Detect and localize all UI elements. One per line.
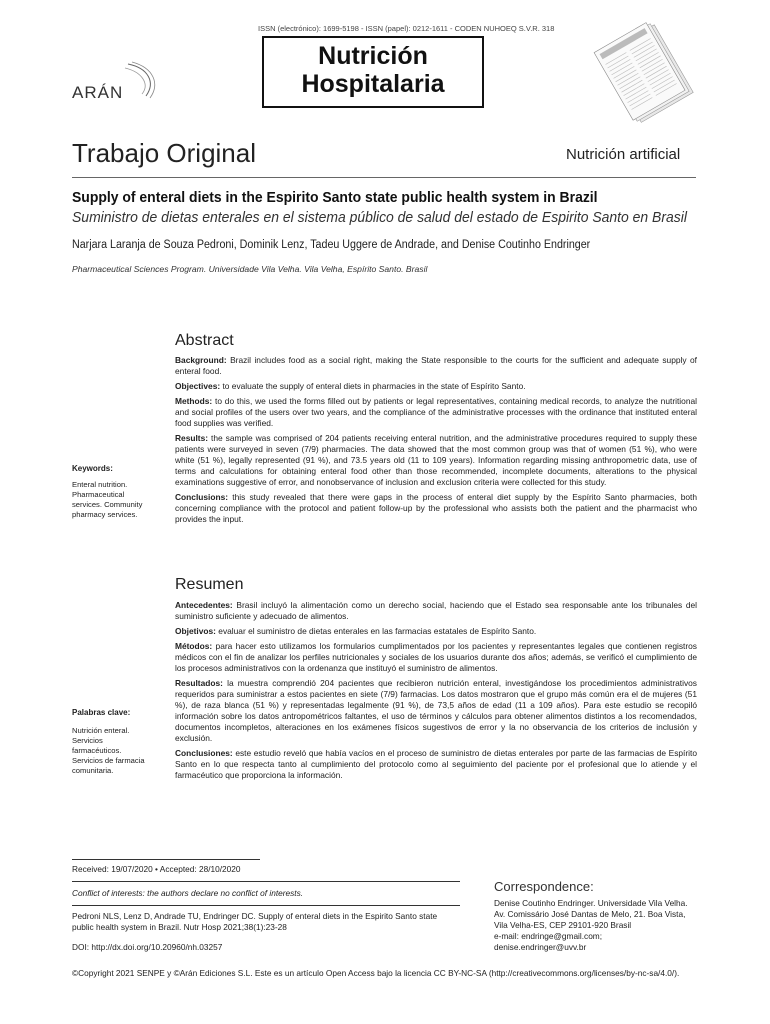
citation: Pedroni NLS, Lenz D, Andrade TU, Endringer DC. Supply of enteral diets in the Espirito Santo state public health system in Brazil. Nutr Hosp 2021;38(1):23-28 bbox=[72, 911, 438, 932]
resumen-resultados: Resultados: la muestra comprendió 204 pacientes que recibieron nutrición enteral, investigándose los procedimientos administrativos requeridos para suministrar a estos pacientes en siete (7/9) farmacias. Los datos mostraron que el grupo más común era el de mujeres (51 %), de raza blanca (51 %) y representadas legalmente (91 %), de 73,5 años de edad (11 a 109 años). Para este estudio se recopiló información sobre los datos antropométricos faltantes, el uso de términos y cálculos para obtener alimentos distintos a los recomendados, documentos incompletos, alteraciones en los exámenes físicos sugestivos de error y la no observancia de los criterios de inclusión y exclusión. bbox=[175, 678, 697, 743]
abstract-objectives: Objectives: to evaluate the supply of enteral diets in pharmacies in the state of Espírito Santo. bbox=[175, 381, 526, 391]
correspondence-email[interactable]: e-mail: endringe@gmail.com; denise.endringer@uvv.br bbox=[494, 931, 603, 952]
abstract-conclusions: Conclusions: this study revealed that there were gaps in the process of enteral diet supply by the Espírito Santo pharmacies, both concerning compliance with the protocol and patient follow-up by the professional who assists both the patient and the pharmacist who provides the input. bbox=[175, 492, 697, 524]
journal-title-line1: Nutrición bbox=[318, 42, 428, 70]
resumen-objetivos: Objetivos: evaluar el suministro de dietas enterales en las farmacias estatales de Espírito Santo. bbox=[175, 626, 537, 636]
issn-line: ISSN (electrónico): 1699-5198 - ISSN (papel): 0212-1611 - CODEN NUHOEQ S.V.R. 318 bbox=[258, 24, 555, 33]
received-accepted-dates: Received: 19/07/2020 • Accepted: 28/10/2020 bbox=[72, 864, 241, 874]
correspondence-heading: Correspondence: bbox=[494, 879, 594, 894]
section-area: Nutrición artificial bbox=[566, 146, 681, 163]
correspondence-details bbox=[494, 898, 694, 953]
keywords-heading: Keywords: bbox=[72, 464, 113, 473]
abstract-body bbox=[175, 355, 697, 529]
article-title-en: Supply of enteral diets in the Espirito Santo state public health system in Brazil bbox=[72, 189, 598, 206]
journal-title bbox=[262, 42, 484, 98]
author-list: Narjara Laranja de Souza Pedroni, Dominik Lenz, Tadeu Uggere de Andrade, and Denise Coutinho Endringer bbox=[72, 239, 591, 251]
abstract-heading: Abstract bbox=[175, 332, 234, 349]
publisher-logo bbox=[70, 60, 160, 110]
footer-divider-2 bbox=[72, 881, 460, 882]
journal-title-line2: Hospitalaria bbox=[301, 70, 445, 98]
keywords-list: Enteral nutrition. Pharmaceutical services. Community pharmacy services. bbox=[72, 480, 143, 519]
header-divider bbox=[72, 177, 696, 178]
journal-cover-thumbnail bbox=[588, 10, 708, 130]
footer-divider-3 bbox=[72, 905, 460, 906]
footer-divider-1 bbox=[72, 859, 260, 860]
doi-link[interactable]: DOI: http://dx.doi.org/10.20960/nh.03257 bbox=[72, 942, 223, 952]
affiliation: Pharmaceutical Sciences Program. Universidade Vila Velha. Vila Velha, Espírito Santo. Brasil bbox=[72, 264, 428, 274]
conflict-of-interests: Conflict of interests: the authors declare no conflict of interests. bbox=[72, 888, 304, 898]
resumen-metodos: Métodos: para hacer esto utilizamos los formularios cumplimentados por los pacientes y representantes legales que contienen registros médicos con el fin de analizar los perfiles nutricionales y sociales de los usuarios durante dos años; además, se verificó el cumplimiento de los procesos administrativos con la ordenanza que instituyó el suministro de alimentos. bbox=[175, 641, 697, 673]
resumen-heading: Resumen bbox=[175, 576, 244, 593]
abstract-results: Results: the sample was comprised of 204 patients receiving enteral nutrition, and the administrative procedures required to supply these patients were surveyed in seven (7/9) pharmacies. The data showed that the most common group was that of women (51 %), who were white (51 %), legally represented (91 %), and 73.5 years old (11 to 109 years). Information regarding missing anthropometric data, use of terms and calculations for obtaining enteral food other than those recommended, incomplete documents, alterations to the physical examinations suggestive of error, and nonobservance of inclusion and exclusion criteria were collected for this study. bbox=[175, 433, 697, 487]
abstract-methods: Methods: to do this, we used the forms filled out by patients or legal representatives, containing medical records, to analyze the nutritional and social profiles of the users over two years, and the compliance of the administrative processes with the ordinance that instituted enteral food supplies was verified. bbox=[175, 396, 697, 428]
palabras-clave-heading: Palabras clave: bbox=[72, 708, 131, 717]
palabras-clave-list: Nutrición enteral. Servicios farmacéuticos. Servicios de farmacia comunitaria. bbox=[72, 726, 145, 775]
copyright-notice: ©Copyright 2021 SENPE y ©Arán Ediciones S.L. Este es un artículo Open Access bajo la licencia CC BY-NC-SA (http://creativecommons.org/licenses/by-nc-sa/4.0/). bbox=[72, 968, 680, 978]
resumen-antecedentes: Antecedentes: Brasil incluyó la alimentación como un derecho social, haciendo que el Estado sea responsable ante los tribunales del suministro suficiente y adecuado de alimentos. bbox=[175, 600, 697, 621]
abstract-background: Background: Brazil includes food as a social right, making the State responsible to the courts for the sufficient and adequate supply of enteral food. bbox=[175, 355, 697, 376]
section-type: Trabajo Original bbox=[72, 138, 257, 168]
publisher-logo-text: ARÁN bbox=[72, 83, 124, 102]
resumen-body bbox=[175, 600, 697, 785]
article-title-es: Suministro de dietas enterales en el sistema público de salud del estado de Espirito Santo en Brasil bbox=[72, 209, 687, 226]
resumen-conclusiones: Conclusiones: este estudio reveló que había vacíos en el proceso de suministro de dietas enterales por parte de las farmacias de Espírito Santo en lo que respecta tanto al cumplimiento del protocolo como al seguimiento del paciente por el profesional que lo atiende y el farmacéutico que proporciona la información. bbox=[175, 748, 697, 780]
correspondence-address: Denise Coutinho Endringer. Universidade Vila Velha. Av. Comissário José Dantas de Melo, 21. Boa Vista, Vila Velha-ES, CEP 29101-920 Brasil bbox=[494, 898, 688, 930]
